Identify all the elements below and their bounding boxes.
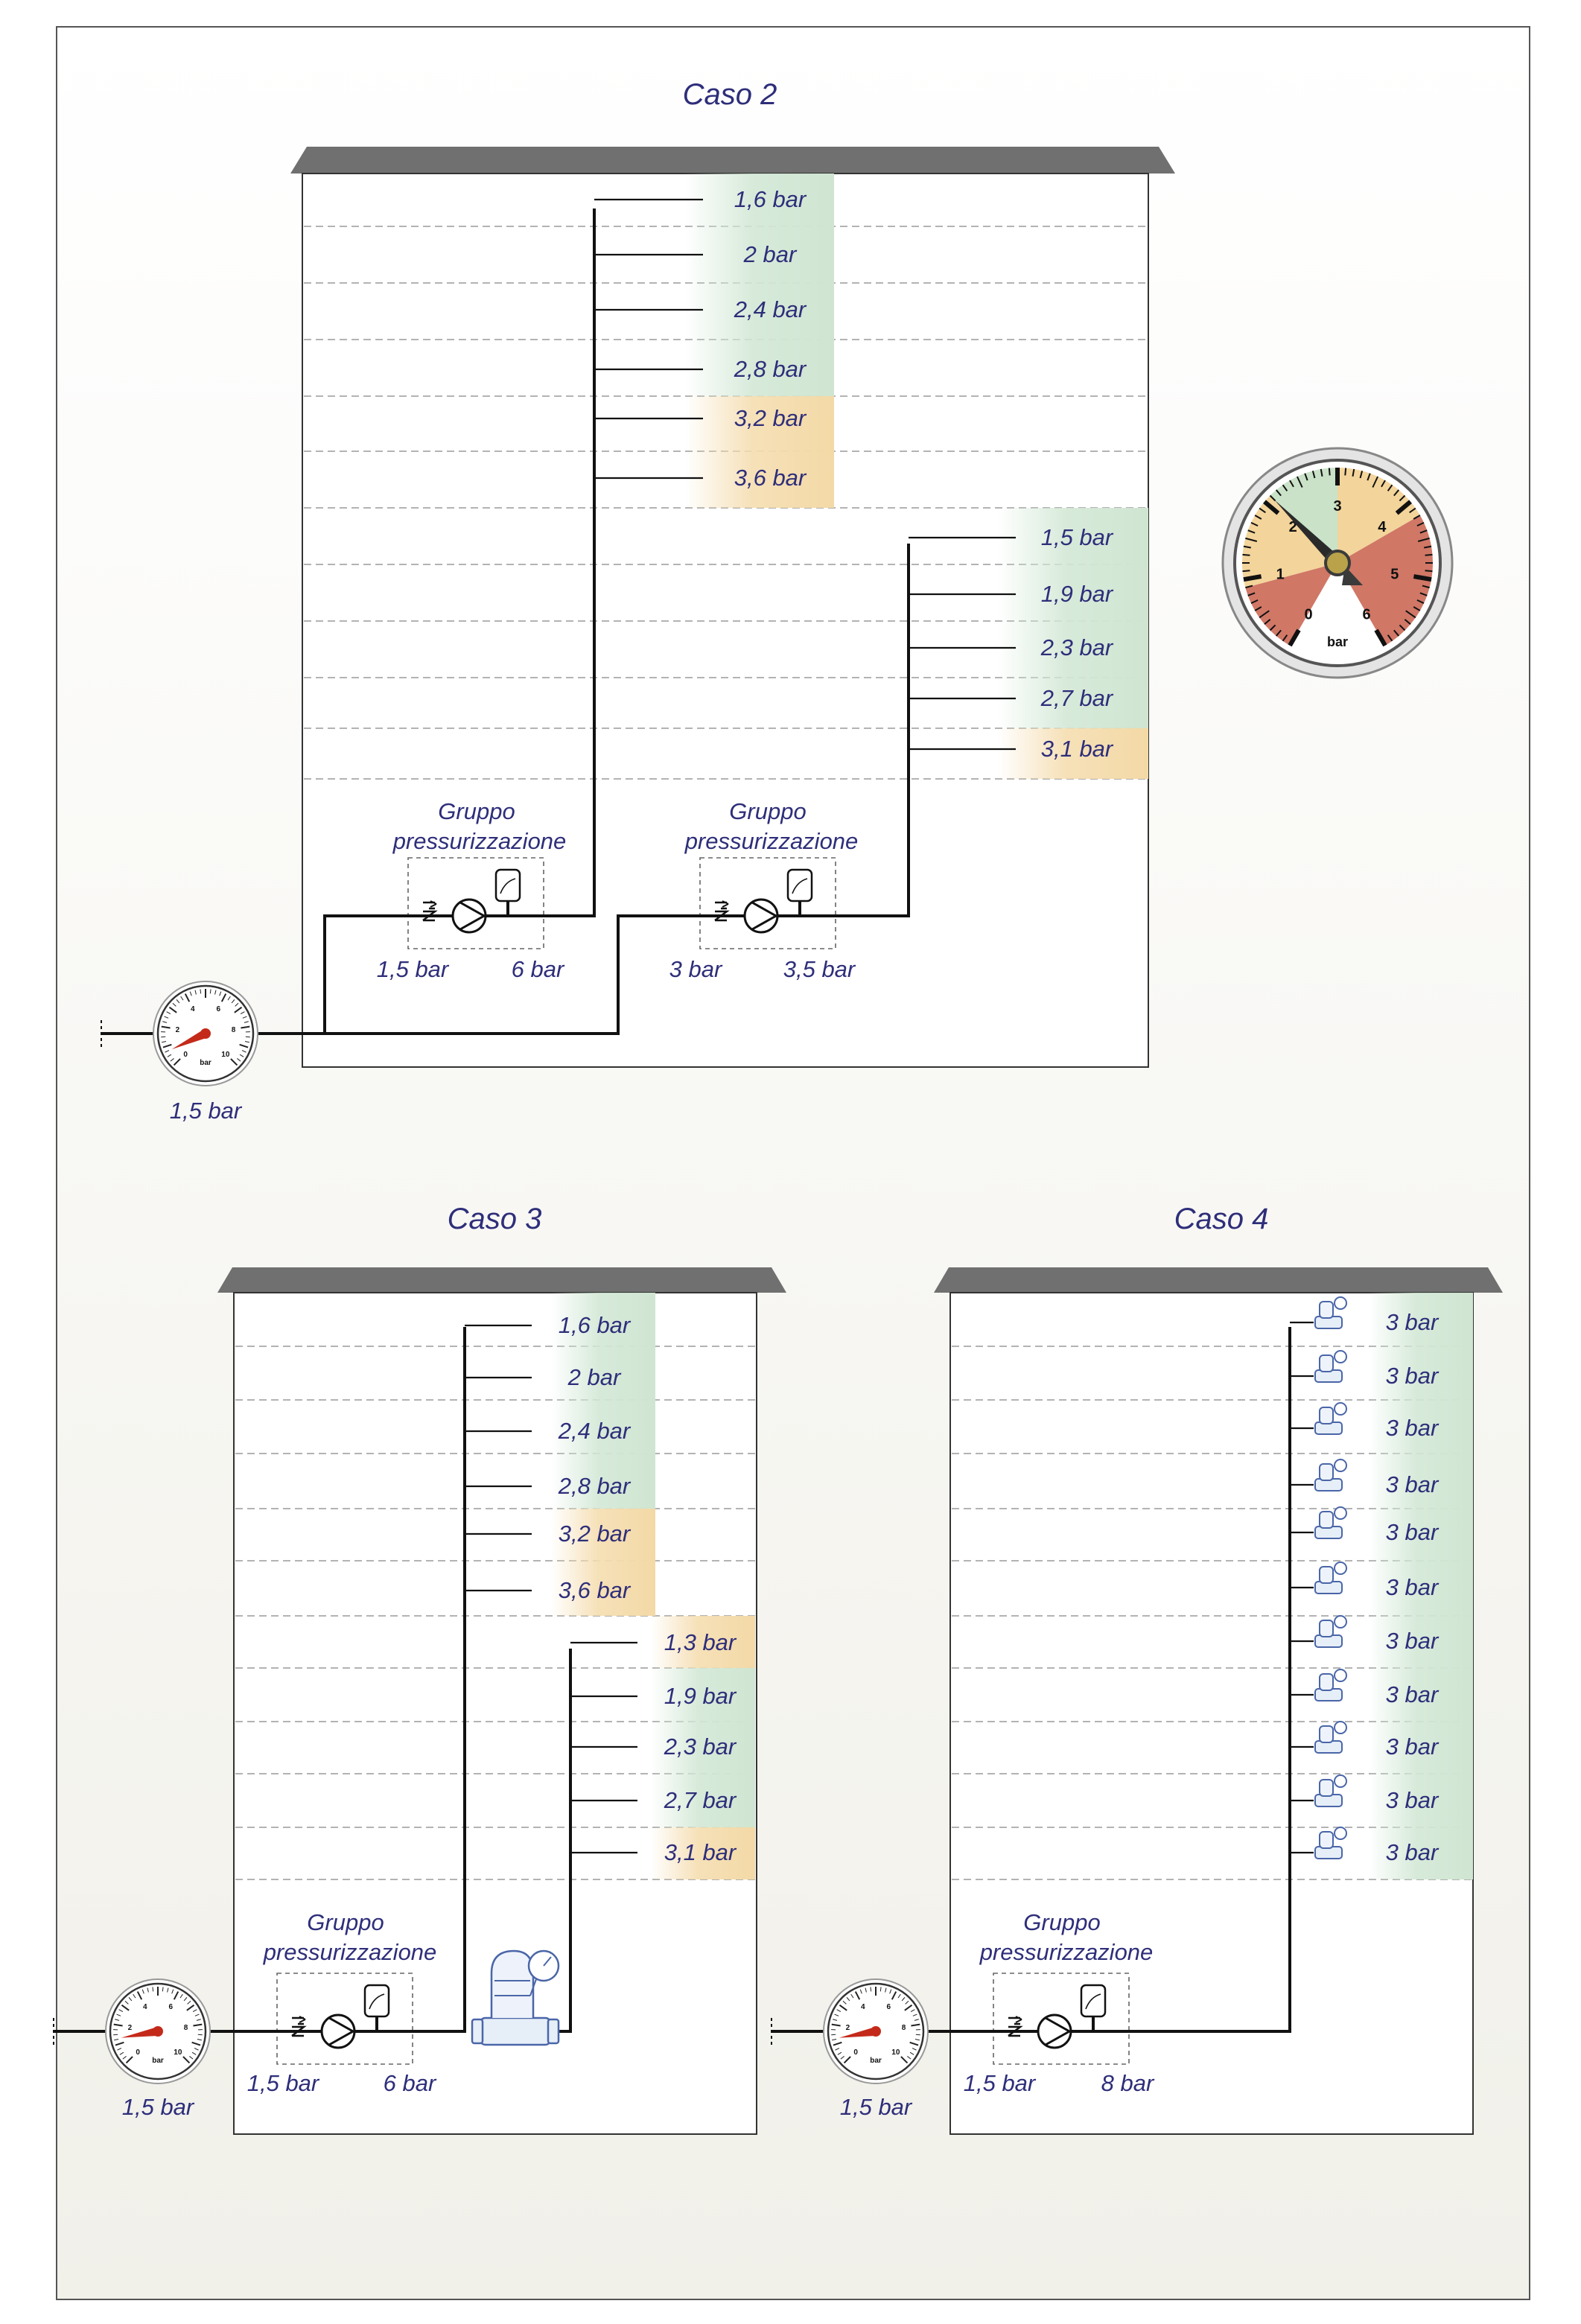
caso4-mains-label: 1,5 bar xyxy=(839,2094,912,2120)
caso2-group-b-title: Gruppo xyxy=(729,798,807,824)
caso4-valve-bonnet xyxy=(1320,1620,1333,1637)
big-gauge-number: 4 xyxy=(1378,518,1387,535)
big-gauge-tick xyxy=(1413,576,1431,579)
caso4-group-out: 8 bar xyxy=(1101,2070,1154,2096)
caso2-gauge-number: 6 xyxy=(216,1005,221,1014)
caso2-a-expansion-vessel-icon xyxy=(496,870,520,901)
caso2-mains-label: 1,5 bar xyxy=(169,1098,242,1124)
big-gauge-number: 3 xyxy=(1333,498,1342,515)
caso2-branch-b-label: 2,7 bar xyxy=(1040,685,1113,711)
caso3-valve-inlet xyxy=(472,2019,483,2043)
caso3-group-out: 6 bar xyxy=(383,2070,436,2096)
caso4-floor-label: 3 bar xyxy=(1385,1734,1439,1760)
caso3-branch-a-label: 3,6 bar xyxy=(558,1577,631,1603)
caso3-gauge-number: 10 xyxy=(174,2048,182,2057)
caso4-valve-bonnet xyxy=(1320,1674,1333,1690)
caso2-group-a-out: 6 bar xyxy=(511,956,564,982)
caso2-branch-b-label: 1,9 bar xyxy=(1040,581,1113,607)
big-gauge-tick xyxy=(1244,576,1262,579)
caso3-valve-body xyxy=(480,2018,551,2045)
caso4-gauge-number: 10 xyxy=(891,2048,900,2057)
caso2-group-a-subtitle: pressurizzazione xyxy=(392,828,567,854)
caso2-group-b-out: 3,5 bar xyxy=(783,956,856,982)
caso4-valve-gauge-icon xyxy=(1335,1297,1346,1309)
caso4-gauge-hub xyxy=(871,2026,881,2037)
caso3-branch-b-label: 3,1 bar xyxy=(664,1839,737,1865)
caso4-valve-bonnet xyxy=(1320,1832,1333,1848)
caso4-valve-bonnet xyxy=(1320,1355,1333,1372)
caso4-valve-gauge-icon xyxy=(1335,1669,1346,1681)
caso3-gauge-hub xyxy=(153,2026,163,2037)
big-gauge-tick xyxy=(1329,468,1330,475)
caso4-group-subtitle: pressurizzazione xyxy=(979,1939,1154,1965)
caso2-branch-b-label: 2,3 bar xyxy=(1040,634,1113,660)
caso3-gauge-number: 2 xyxy=(127,2024,133,2033)
caso4-valve-bonnet xyxy=(1320,1726,1333,1742)
caso3-branch-a-label: 2,4 bar xyxy=(558,1418,631,1444)
caso4-floor-label: 3 bar xyxy=(1385,1363,1439,1389)
caso3-branch-a-label: 1,6 bar xyxy=(558,1312,631,1338)
big-gauge-tick xyxy=(1345,468,1346,475)
caso4-floor-label: 3 bar xyxy=(1385,1415,1439,1441)
caso4-valve-bonnet xyxy=(1320,1407,1333,1424)
caso4-floor-label: 3 bar xyxy=(1385,1839,1439,1865)
caso3-gauge-number: 8 xyxy=(183,2024,188,2033)
caso2-group-b-in: 3 bar xyxy=(669,956,722,982)
caso4-valve-gauge-icon xyxy=(1335,1351,1346,1363)
caso2-branch-a-label: 2 bar xyxy=(743,241,797,267)
pressure-gauge-large xyxy=(1223,448,1452,678)
caso3-branch-a-label: 2 bar xyxy=(567,1364,621,1390)
caso3-roof xyxy=(217,1267,786,1293)
caso4-expansion-vessel-icon xyxy=(1081,1985,1105,2016)
caso2-title: Caso 2 xyxy=(682,78,777,111)
caso4-valve-bonnet xyxy=(1320,1512,1333,1528)
caso2-gauge-tick xyxy=(200,989,201,993)
caso2-gauge-number: 4 xyxy=(190,1005,195,1014)
caso3-branch-b-label: 2,7 bar xyxy=(664,1787,737,1813)
caso3-gauge-unit: bar xyxy=(152,2057,164,2065)
caso4-valve-bonnet xyxy=(1320,1780,1333,1796)
caso2-branch-b-label: 1,5 bar xyxy=(1040,524,1113,550)
caso4-valve-gauge-icon xyxy=(1335,1616,1346,1628)
caso2-branch-a-label: 2,4 bar xyxy=(734,296,807,322)
caso4-floor-label: 3 bar xyxy=(1385,1519,1439,1545)
big-gauge-tick xyxy=(1242,570,1250,571)
caso4-floor-label: 3 bar xyxy=(1385,1574,1439,1600)
caso4-valve-gauge-icon xyxy=(1335,1775,1346,1787)
caso2-gauge-number: 2 xyxy=(175,1026,180,1035)
caso4-valve-gauge-icon xyxy=(1335,1403,1346,1415)
caso3-branch-a-label: 2,8 bar xyxy=(558,1473,631,1499)
caso3-branch-a-label: 3,2 bar xyxy=(558,1521,631,1547)
big-gauge-hub xyxy=(1326,551,1349,575)
caso3-gauge-number: 0 xyxy=(136,2048,140,2057)
caso4-group-in: 1,5 bar xyxy=(963,2070,1036,2096)
big-gauge-tick xyxy=(1425,570,1433,571)
caso4-valve-gauge-icon xyxy=(1335,1507,1346,1519)
caso2-gauge-number: 10 xyxy=(221,1050,230,1059)
big-gauge-number: 1 xyxy=(1276,566,1285,583)
caso3-expansion-vessel-icon xyxy=(365,1985,389,2016)
caso4-floor-label: 3 bar xyxy=(1385,1471,1439,1497)
caso3-mains-label: 1,5 bar xyxy=(121,2094,194,2120)
caso3-gauge-number: 4 xyxy=(142,2003,147,2012)
caso3-branch-b-label: 1,9 bar xyxy=(664,1683,737,1709)
caso4-gauge-tick xyxy=(880,1987,881,1991)
caso2-a-pump-icon xyxy=(453,900,486,932)
caso3-gauge-number: 6 xyxy=(168,2003,174,2012)
caso4-floor-label: 3 bar xyxy=(1385,1787,1439,1813)
caso3-gauge-tick xyxy=(162,1987,163,1991)
caso4-valve-gauge-icon xyxy=(1335,1827,1346,1839)
caso2-branch-a-label: 3,2 bar xyxy=(734,405,807,431)
caso4-gauge-unit: bar xyxy=(870,2057,882,2065)
caso2-group-a-title: Gruppo xyxy=(438,798,515,824)
caso2-branch-b-label: 3,1 bar xyxy=(1040,736,1113,762)
caso4-title: Caso 4 xyxy=(1174,1203,1269,1235)
caso2-b-expansion-vessel-icon xyxy=(788,870,812,901)
big-gauge-number: 2 xyxy=(1288,518,1297,535)
caso4-gauge-number: 8 xyxy=(901,2024,906,2033)
caso2-group-a-in: 1,5 bar xyxy=(376,956,449,982)
caso2-gauge-tick xyxy=(210,989,211,993)
caso4-floor-label: 3 bar xyxy=(1385,1681,1439,1707)
caso2-gauge-number: 8 xyxy=(231,1026,236,1035)
caso3-branch-b-label: 1,3 bar xyxy=(664,1629,737,1655)
caso4-gauge-number: 2 xyxy=(845,2024,850,2033)
caso3-valve-outlet xyxy=(548,2019,559,2043)
caso2-group-b-subtitle: pressurizzazione xyxy=(684,828,859,854)
caso4-floor-label: 3 bar xyxy=(1385,1628,1439,1654)
caso4-valve-bonnet xyxy=(1320,1302,1333,1318)
caso2-roof xyxy=(290,147,1175,173)
caso4-valve-gauge-icon xyxy=(1335,1722,1346,1734)
caso4-roof xyxy=(934,1267,1503,1293)
caso4-valve-gauge-icon xyxy=(1335,1562,1346,1574)
big-gauge-number: 0 xyxy=(1304,606,1313,623)
caso2-gauge-unit: bar xyxy=(200,1059,211,1067)
caso4-valve-bonnet xyxy=(1320,1464,1333,1480)
caso3-branch-b-label: 2,3 bar xyxy=(664,1734,737,1760)
caso4-group-title: Gruppo xyxy=(1023,1909,1101,1935)
caso2-b-pump-icon xyxy=(745,900,777,932)
caso2-gauge-number: 0 xyxy=(183,1050,188,1059)
caso3-group-in: 1,5 bar xyxy=(246,2070,319,2096)
big-gauge-unit: bar xyxy=(1326,634,1349,649)
caso2-branch-a-label: 1,6 bar xyxy=(734,186,807,212)
caso3-title: Caso 3 xyxy=(447,1203,542,1235)
caso3-valve-bonnet xyxy=(492,1951,533,2018)
big-gauge-number: 6 xyxy=(1362,606,1371,623)
caso4-valve-gauge-icon xyxy=(1335,1459,1346,1471)
caso4-floor-label: 3 bar xyxy=(1385,1309,1439,1335)
caso4-gauge-number: 6 xyxy=(886,2003,891,2012)
caso4-gauge-number: 4 xyxy=(860,2003,865,2012)
caso4-valve-bonnet xyxy=(1320,1567,1333,1583)
caso4-pump-icon xyxy=(1038,2015,1071,2048)
caso2-branch-a-label: 2,8 bar xyxy=(734,356,807,382)
caso3-pump-icon xyxy=(322,2015,354,2048)
caso4-gauge-number: 0 xyxy=(853,2048,858,2057)
caso3-group-title: Gruppo xyxy=(307,1909,384,1935)
caso2-gauge-hub xyxy=(200,1028,211,1039)
caso2-branch-a-label: 3,6 bar xyxy=(734,465,807,491)
caso3-group-subtitle: pressurizzazione xyxy=(263,1939,437,1965)
big-gauge-number: 5 xyxy=(1390,566,1399,583)
